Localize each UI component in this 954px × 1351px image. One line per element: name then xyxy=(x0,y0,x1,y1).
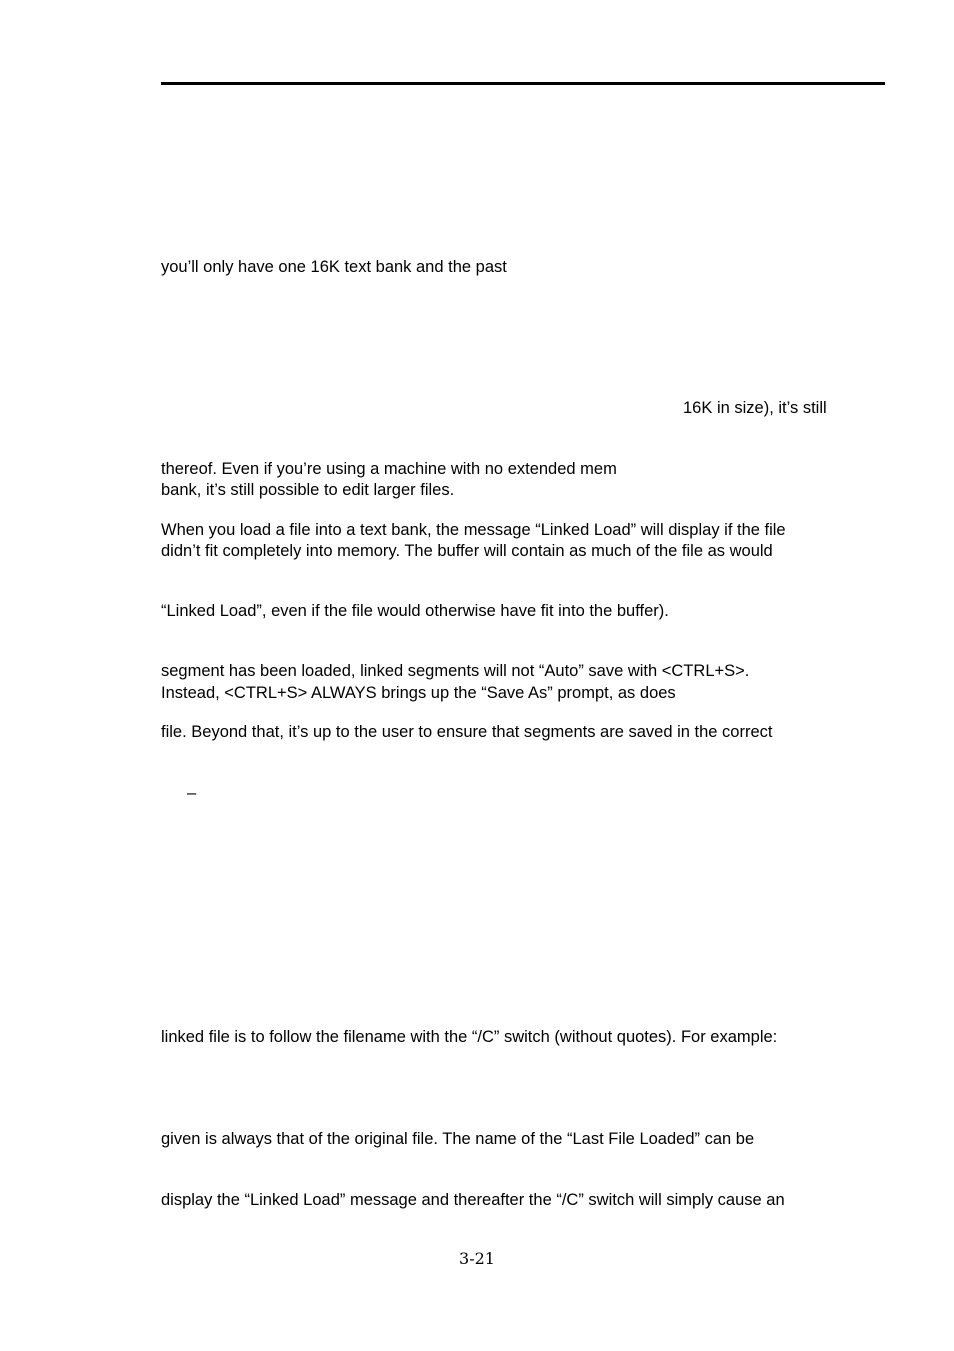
header-rule xyxy=(161,82,885,85)
text-line-6: didn’t fit completely into memory. The buffer will contain as much of the file as would xyxy=(161,542,773,560)
dash-mark: – xyxy=(187,784,197,802)
page-number: 3-21 xyxy=(459,1249,495,1268)
text-line-10: file. Beyond that, it’s up to the user to ensure that segments are saved in the correct xyxy=(161,723,773,741)
text-line-9: Instead, <CTRL+S> ALWAYS brings up the “Save As” prompt, as does xyxy=(161,684,676,702)
text-line-3: thereof. Even if you’re using a machine with no extended mem xyxy=(161,460,617,478)
text-line-5: When you load a file into a text bank, the message “Linked Load” will display if the file xyxy=(161,521,786,539)
text-line-13: display the “Linked Load” message and thereafter the “/C” switch will simply cause an xyxy=(161,1191,785,1209)
text-line-2: 16K in size), it’s still xyxy=(683,399,827,417)
text-line-8: segment has been loaded, linked segments will not “Auto” save with <CTRL+S>. xyxy=(161,662,750,680)
text-line-7: “Linked Load”, even if the file would otherwise have fit into the buffer). xyxy=(161,602,669,620)
text-line-1: you’ll only have one 16K text bank and the past xyxy=(161,258,507,276)
text-line-11: linked file is to follow the filename with the “/C” switch (without quotes). For example: xyxy=(161,1028,778,1046)
text-line-12: given is always that of the original file. The name of the “Last File Loaded” can be xyxy=(161,1130,755,1148)
text-line-4: bank, it’s still possible to edit larger files. xyxy=(161,481,455,499)
